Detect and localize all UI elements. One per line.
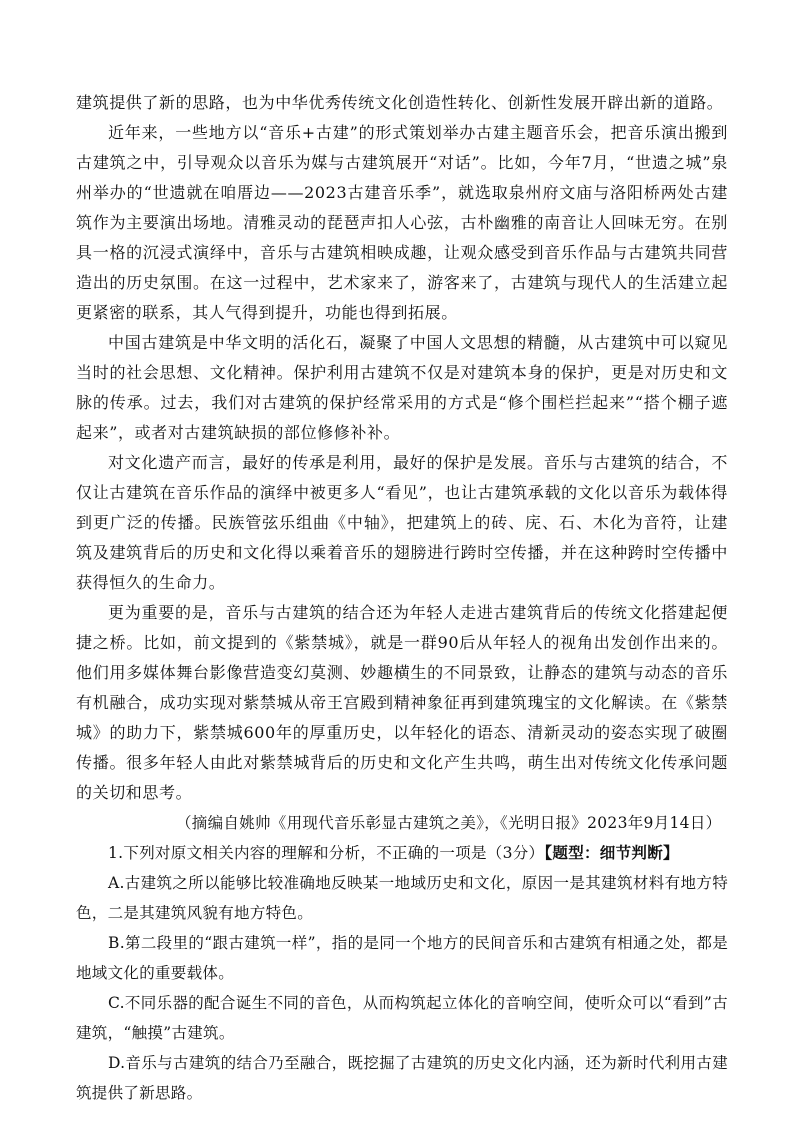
document-page [76,88,728,1108]
passage-paragraph: 更为重要的是，音乐与古建筑的结合还为年轻人走进古建筑背后的传统文化搭建起便捷之桥。比如，前文提到的《紫禁城》，就是一群90后从年轻人的视角出发创作出来的。他们用多媒体舞台影像营造变幻莫测、妙趣横生的不同景致，让静态的建筑与动态的音乐有机融合，成功实现对紫禁城从帝王宫殿到精神象征再到建筑瑰宝的文化解读。在《紫禁城》的助力下，紫禁城600年的厚重历史，以年轻化的语态、清新灵动的姿态实现了破圈传播。很多年轻人由此对紫禁城背后的历史和文化产生共鸣，萌生出对传统文化传承问题的关切和思考。 [76,603,728,802]
option-a: A.古建筑之所以能够比较准确地反映某一地域历史和文化，原因一是其建筑材料有地方特色，二是其建筑风貌有地方特色。 [76,874,728,922]
passage-paragraph: 建筑提供了新的思路，也为中华优秀传统文化创造性转化、创新性发展开辟出新的道路。 [76,93,724,112]
question-stem [76,838,728,868]
source-citation: （摘编自姚帅《用现代音乐彰显古建筑之美》，《光明日报》2023年9月14日） [176,814,722,832]
question-type-tag: 【题型：细节判断】 [544,844,679,862]
passage-paragraph: 中国古建筑是中华文明的活化石，凝聚了中国人文思想的精髓，从古建筑中可以窥见当时的社会思想、文化精神。保护利用古建筑不仅是对建筑本身的保护，更是对历史和文脉的传承。过去，我们对古建筑的保护经常采用的方式是“修个围栏拦起来”“搭个棚子遮起来”，或者对古建筑缺损的部位修修补补。 [76,333,728,442]
question-text: 1.下列对原文相关内容的理解和分析，不正确的一项是（3分） [108,844,545,862]
option-c: C.不同乐器的配合诞生不同的音色，从而构筑起立体化的音响空间，使听众可以“看到”古建筑，“触摸”古建筑。 [76,994,728,1042]
passage-paragraph: 近年来，一些地方以“音乐+古建”的形式策划举办古建主题音乐会，把音乐演出搬到古建筑之中，引导观众以音乐为媒与古建筑展开“对话”。比如，今年7月，“世遗之城”泉州举办的“世遗就在咱厝边——2023古建音乐季”，就选取泉州府文庙与洛阳桥两处古建筑作为主要演出场地。清雅灵动的琵琶声扣人心弦，古朴幽雅的南音让人回味无穷。在别具一格的沉浸式演绎中，音乐与古建筑相映成趣，让观众感受到音乐作品与古建筑共同营造出的历史氛围。在这一过程中，艺术家来了，游客来了，古建筑与现代人的生活建立起更紧密的联系，其人气得到提升，功能也得到拓展。 [76,123,728,322]
passage-paragraph: 对文化遗产而言，最好的传承是利用，最好的保护是发展。音乐与古建筑的结合，不仅让古建筑在音乐作品的演绎中被更多人“看见”，也让古建筑承载的文化以音乐为载体得到更广泛的传播。民族管弦乐组曲《中轴》，把建筑上的砖、庑、石、木化为音符，让建筑及建筑背后的历史和文化得以乘着音乐的翅膀进行跨时空传播，并在这种跨时空传播中获得恒久的生命力。 [76,453,728,592]
option-d: D.音乐与古建筑的结合乃至融合，既挖掘了古建筑的历史文化内涵，还为新时代利用古建筑提供了新思路。 [76,1054,728,1102]
option-b: B.第二段里的“跟古建筑一样”，指的是同一个地方的民间音乐和古建筑有相通之处，都是地域文化的重要载体。 [76,934,728,982]
